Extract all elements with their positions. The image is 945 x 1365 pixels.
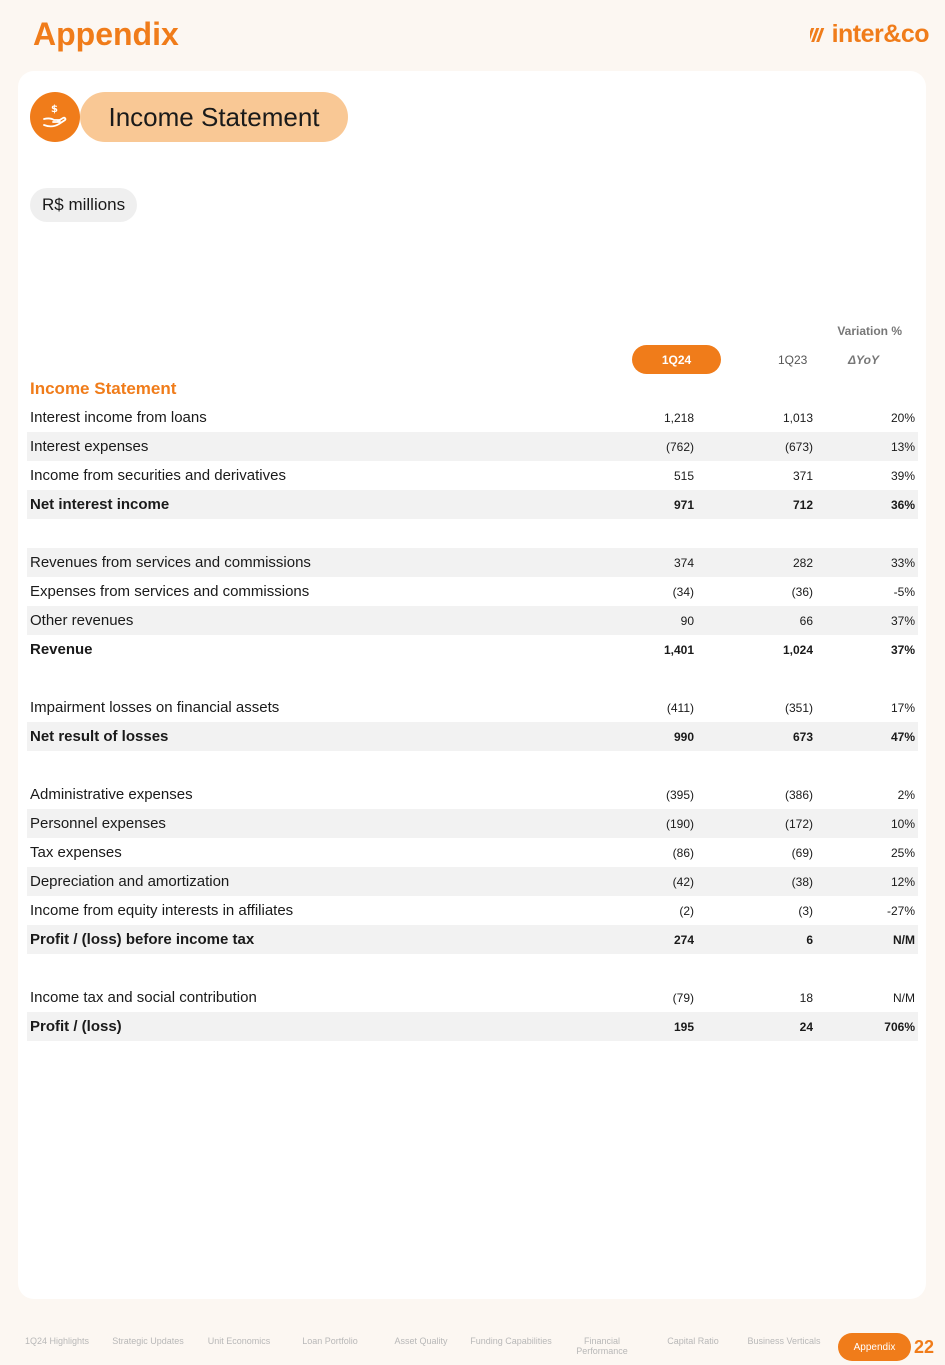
nav-item-loan-portfolio[interactable]: Loan Portfolio bbox=[302, 1336, 358, 1346]
row-label: Interest expenses bbox=[30, 438, 149, 455]
table-row bbox=[27, 432, 918, 461]
nav-item-capital-ratio[interactable]: Capital Ratio bbox=[667, 1336, 719, 1346]
table-row bbox=[27, 722, 918, 751]
value-yoy: 706% bbox=[884, 1019, 915, 1034]
value-1q24: (79) bbox=[672, 990, 694, 1005]
table-row bbox=[27, 1012, 918, 1041]
table-row bbox=[27, 606, 918, 635]
spacer-row bbox=[27, 751, 918, 780]
value-1q23: 673 bbox=[792, 729, 813, 744]
value-yoy: 10% bbox=[890, 816, 915, 831]
column-header-yoy: ΔYoY bbox=[848, 353, 879, 367]
value-1q23: 282 bbox=[792, 555, 813, 570]
table-row bbox=[27, 983, 918, 1012]
row-label: Expenses from services and commissions bbox=[30, 583, 310, 600]
page-title: Appendix bbox=[33, 16, 179, 52]
row-label: Interest income from loans bbox=[30, 409, 207, 426]
nav-item-1q24-highlights[interactable]: 1Q24 Highlights bbox=[24, 1336, 90, 1346]
nav-item-strategic-updates[interactable]: Strategic Updates bbox=[112, 1336, 184, 1346]
value-1q24: 1,218 bbox=[663, 410, 694, 425]
unit-badge: R$ millions bbox=[30, 188, 137, 222]
value-1q23: (36) bbox=[791, 584, 813, 599]
value-1q24: (190) bbox=[665, 816, 694, 831]
row-label: Revenues from services and commissions bbox=[30, 554, 311, 571]
value-1q24: 1,401 bbox=[663, 642, 694, 657]
value-yoy: -27% bbox=[886, 903, 915, 918]
table-row bbox=[27, 490, 918, 519]
nav-item-financial-performance[interactable]: Financial Performance bbox=[576, 1336, 628, 1356]
nav-item-asset-quality[interactable]: Asset Quality bbox=[394, 1336, 448, 1346]
nav-item-business-verticals[interactable]: Business Verticals bbox=[747, 1336, 821, 1346]
value-1q24: (86) bbox=[672, 845, 694, 860]
value-1q23: (38) bbox=[791, 874, 813, 889]
logo-stripes-icon bbox=[810, 26, 830, 44]
nav-item-appendix[interactable]: Appendix bbox=[838, 1333, 911, 1361]
svg-text:$: $ bbox=[51, 104, 58, 115]
value-yoy: 47% bbox=[890, 729, 915, 744]
page-number: 22 bbox=[914, 1337, 935, 1357]
value-1q23: 24 bbox=[799, 1019, 813, 1034]
value-yoy: 37% bbox=[890, 613, 915, 628]
value-1q23: (3) bbox=[798, 903, 813, 918]
table-row bbox=[27, 780, 918, 809]
row-label: Net interest income bbox=[30, 496, 170, 513]
value-yoy: 20% bbox=[890, 410, 915, 425]
value-1q24: 274 bbox=[673, 932, 694, 947]
value-1q24: 90 bbox=[680, 613, 694, 628]
value-1q23: 66 bbox=[799, 613, 813, 628]
variation-label: Variation % bbox=[837, 324, 902, 338]
row-label: Impairment losses on financial assets bbox=[30, 699, 280, 716]
footer-nav bbox=[0, 1330, 945, 1365]
table-row bbox=[27, 577, 918, 606]
value-yoy: 2% bbox=[897, 787, 915, 802]
row-label: Administrative expenses bbox=[30, 786, 193, 803]
table-row bbox=[27, 403, 918, 432]
value-1q23: 1,024 bbox=[782, 642, 813, 657]
row-label: Other revenues bbox=[30, 612, 134, 629]
value-1q24: (34) bbox=[672, 584, 694, 599]
column-header-1q23: 1Q23 bbox=[778, 353, 808, 367]
row-label: Tax expenses bbox=[30, 844, 122, 861]
value-1q24: 374 bbox=[673, 555, 694, 570]
row-label: Profit / (loss) bbox=[30, 1018, 122, 1035]
nav-item-unit-economics[interactable]: Unit Economics bbox=[207, 1336, 271, 1346]
spacer-row bbox=[27, 664, 918, 693]
company-logo bbox=[810, 20, 929, 49]
row-label: Personnel expenses bbox=[30, 815, 166, 832]
table-row bbox=[27, 896, 918, 925]
row-label: Income from equity interests in affiliates bbox=[30, 902, 294, 919]
table-row bbox=[27, 693, 918, 722]
section-title: Income Statement bbox=[80, 92, 348, 142]
nav-item-funding-capabilities[interactable]: Funding Capabilities bbox=[470, 1336, 552, 1346]
section-header bbox=[30, 92, 348, 142]
value-1q23: (386) bbox=[784, 787, 813, 802]
value-1q24: (411) bbox=[666, 700, 694, 715]
value-1q23: 18 bbox=[799, 990, 813, 1005]
value-1q24: (395) bbox=[665, 787, 694, 802]
row-label: Revenue bbox=[30, 641, 93, 658]
logo-text: inter&co bbox=[831, 20, 929, 48]
value-yoy: 37% bbox=[890, 642, 915, 657]
row-label: Profit / (loss) before income tax bbox=[30, 931, 255, 948]
value-1q24: 990 bbox=[673, 729, 694, 744]
value-yoy: N/M bbox=[893, 990, 915, 1005]
value-1q23: 1,013 bbox=[782, 410, 813, 425]
value-yoy: 36% bbox=[890, 497, 915, 512]
row-label: Depreciation and amortization bbox=[30, 873, 230, 890]
table-row bbox=[27, 809, 918, 838]
value-yoy: 13% bbox=[890, 439, 915, 454]
value-1q24: (762) bbox=[665, 439, 694, 454]
value-1q24: 971 bbox=[673, 497, 694, 512]
table-title: Income Statement bbox=[30, 379, 177, 398]
hand-dollar-icon bbox=[30, 92, 80, 142]
table-row bbox=[27, 635, 918, 664]
value-yoy: 39% bbox=[890, 468, 915, 483]
value-yoy: 12% bbox=[890, 874, 915, 889]
value-yoy: 25% bbox=[890, 845, 915, 860]
table-row bbox=[27, 548, 918, 577]
content-card bbox=[18, 71, 926, 1299]
value-1q23: 6 bbox=[806, 932, 813, 947]
value-yoy: 17% bbox=[890, 700, 915, 715]
row-label: Income from securities and derivatives bbox=[30, 467, 286, 484]
column-header-1q24: 1Q24 bbox=[632, 345, 721, 374]
table-row bbox=[27, 925, 918, 954]
value-1q24: 195 bbox=[673, 1019, 694, 1034]
value-1q23: (351) bbox=[784, 700, 813, 715]
value-yoy: N/M bbox=[893, 932, 915, 947]
income-statement-table bbox=[27, 403, 918, 1041]
value-1q24: (2) bbox=[679, 903, 694, 918]
value-1q23: 712 bbox=[792, 497, 813, 512]
value-1q23: (69) bbox=[791, 845, 813, 860]
table-row bbox=[27, 838, 918, 867]
value-1q24: 515 bbox=[673, 468, 694, 483]
row-label: Income tax and social contribution bbox=[30, 989, 257, 1006]
value-1q23: (172) bbox=[784, 816, 813, 831]
value-1q23: (673) bbox=[784, 439, 813, 454]
value-1q23: 371 bbox=[792, 468, 813, 483]
spacer-row bbox=[27, 954, 918, 983]
table-row bbox=[27, 461, 918, 490]
value-yoy: -5% bbox=[893, 584, 915, 599]
value-1q24: (42) bbox=[672, 874, 694, 889]
table-row bbox=[27, 867, 918, 896]
value-yoy: 33% bbox=[890, 555, 915, 570]
spacer-row bbox=[27, 519, 918, 548]
row-label: Net result of losses bbox=[30, 728, 169, 745]
